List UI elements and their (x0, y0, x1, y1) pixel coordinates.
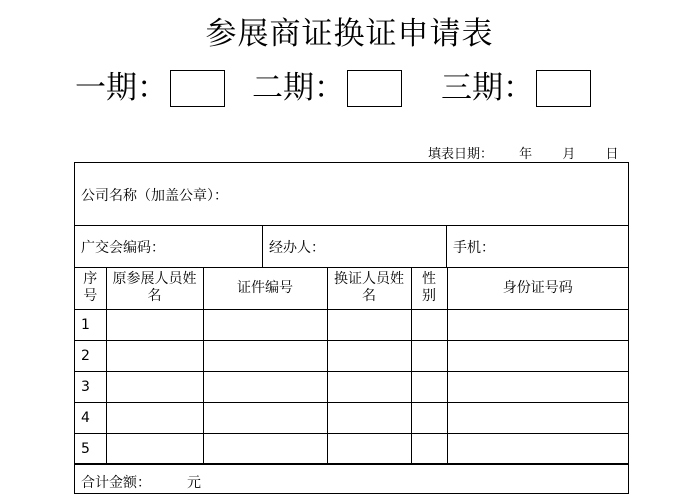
cert-no-cell[interactable] (203, 310, 327, 341)
header-cert-no: 证件编号 (203, 267, 327, 310)
cert-no-cell[interactable] (203, 403, 327, 434)
phone-field[interactable] (447, 225, 628, 267)
row-number: 1 (75, 310, 106, 341)
gender-cell[interactable] (411, 341, 447, 372)
phase-2 (252, 66, 402, 110)
table-row (75, 434, 628, 465)
id-no-cell[interactable] (447, 372, 628, 403)
row-number: 5 (75, 434, 106, 465)
phase-selector (0, 66, 699, 110)
fair-code-field[interactable] (75, 225, 263, 267)
row-number: 3 (75, 372, 106, 403)
phase-3 (441, 66, 591, 110)
company-name-label: 公司名称（加盖公章）： (81, 188, 228, 204)
phase-2-checkbox[interactable] (347, 70, 402, 107)
table-row (75, 310, 628, 341)
fill-date-label: 填表日期： (428, 147, 494, 162)
new-name-cell[interactable] (327, 403, 411, 434)
id-no-cell[interactable] (447, 310, 628, 341)
phase-2-label: 二期： (252, 70, 345, 106)
new-name-cell[interactable] (327, 341, 411, 372)
form-title: 参展商证换证申请表 (205, 16, 494, 52)
table-header-row (75, 267, 628, 310)
new-name-cell[interactable] (327, 434, 411, 465)
fill-date-day: 日 (605, 147, 619, 162)
total-amount-label: 合计金额： (81, 475, 151, 491)
phone-label: 手机： (453, 240, 495, 256)
cert-no-cell[interactable] (203, 372, 327, 403)
id-no-cell[interactable] (447, 341, 628, 372)
contact-row (75, 225, 628, 268)
table-row (75, 372, 628, 403)
orig-name-cell[interactable] (106, 372, 203, 403)
row-number: 4 (75, 403, 106, 434)
row-number: 2 (75, 341, 106, 372)
total-amount-unit: 元 (187, 475, 201, 491)
gender-cell[interactable] (411, 403, 447, 434)
gender-cell[interactable] (411, 372, 447, 403)
orig-name-cell[interactable] (106, 434, 203, 465)
phase-1-checkbox[interactable] (170, 70, 225, 107)
header-new-name: 换证人员姓名 (327, 267, 411, 310)
fair-code-label: 广交会编码： (81, 240, 165, 256)
new-name-cell[interactable] (327, 310, 411, 341)
id-no-cell[interactable] (447, 434, 628, 465)
orig-name-cell[interactable] (106, 310, 203, 341)
new-name-cell[interactable] (327, 372, 411, 403)
agent-label: 经办人： (269, 240, 325, 256)
header-id-no: 身份证号码 (447, 267, 628, 310)
staff-table (75, 267, 628, 465)
gender-cell[interactable] (411, 434, 447, 465)
header-seq: 序号 (75, 267, 106, 310)
cert-no-cell[interactable] (203, 434, 327, 465)
total-amount-row[interactable] (75, 463, 628, 494)
table-row (75, 403, 628, 434)
header-orig-name: 原参展人员姓名 (106, 267, 203, 310)
table-row (75, 341, 628, 372)
phase-1-label: 一期： (75, 70, 168, 106)
orig-name-cell[interactable] (106, 341, 203, 372)
gender-cell[interactable] (411, 310, 447, 341)
company-name-row[interactable] (75, 163, 628, 226)
fill-date-month: 月 (562, 147, 576, 162)
phase-1 (75, 66, 225, 110)
phase-3-label: 三期： (441, 70, 534, 106)
phase-3-checkbox[interactable] (536, 70, 591, 107)
agent-field[interactable] (263, 225, 447, 267)
id-no-cell[interactable] (447, 403, 628, 434)
fill-date-year: 年 (519, 147, 533, 162)
header-gender: 性别 (411, 267, 447, 310)
fill-date (428, 143, 618, 162)
cert-no-cell[interactable] (203, 341, 327, 372)
application-form (74, 162, 629, 494)
orig-name-cell[interactable] (106, 403, 203, 434)
